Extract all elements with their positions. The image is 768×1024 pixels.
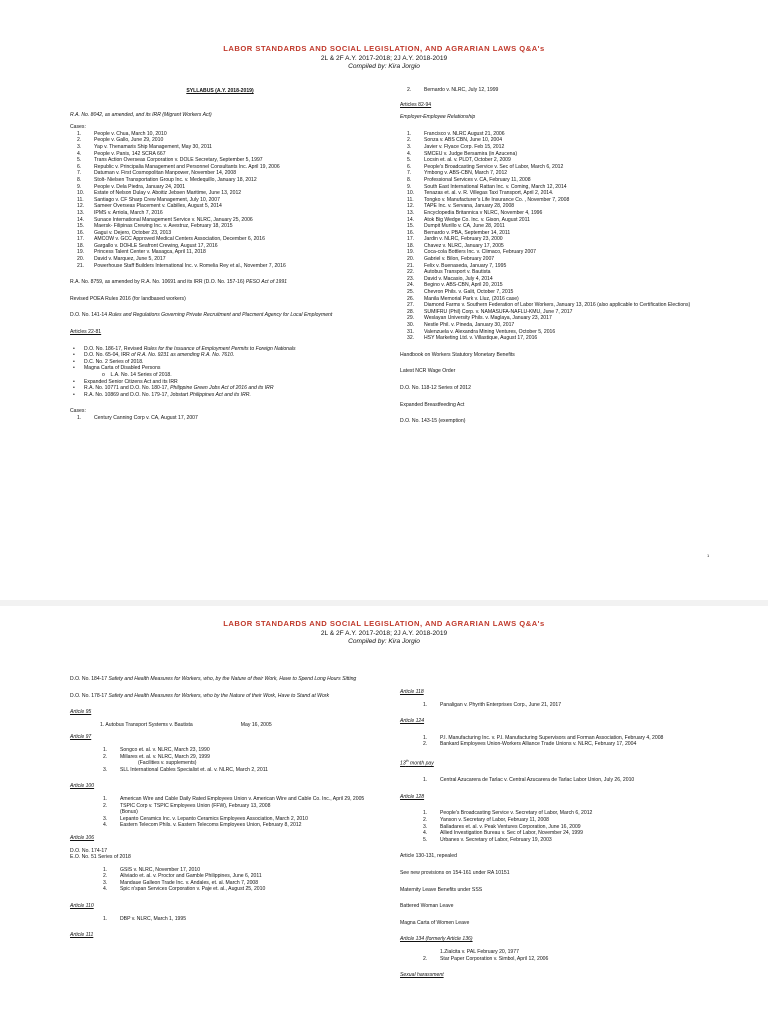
article-100-heading: Article 100: [70, 783, 95, 790]
page2-right-column: [400, 689, 720, 979]
page-header: [0, 619, 768, 645]
list-item: 1. Songco et. al. v. NLRC, March 23, 1990: [103, 746, 210, 753]
list-item: 4. Eastern Telecom Phils. v. Eastern Telecoms Employees Union, February 8, 2012: [103, 822, 302, 829]
list-item: 1. Century Canning Corp v. CA, August 17, 2007: [77, 414, 198, 421]
do-141-14-line: D.O. No. 141-14 Rules and Regulations Governing Private Recruitment and Placment Agency for Local Employment: [70, 312, 333, 319]
list-item: 20. David v. Marquez, June 5, 2017: [77, 256, 166, 263]
list-item: 26. Manila Memorial Park v. Lluz, (2016 case): [407, 295, 519, 302]
sexual-harassment-heading: Sexual harassment: [400, 972, 444, 979]
issuances-bullet-list-2: [70, 379, 370, 399]
compiler-line: Compiled by: Kira Jorgio: [348, 638, 420, 645]
list-item: 2. Yanson v. Secretary of Labor, February 11, 2008: [423, 817, 550, 824]
cases-label: Cases:: [70, 124, 86, 131]
article-134-heading: Article 134 (formerly Article 136): [400, 936, 473, 943]
list-item: 28. SUMIFRU (Phil) Corp. v. NAMASUFA-NAFLU-KMU, June 7, 2017: [407, 308, 573, 315]
list-item: 16. Gagui v. Dejero, October 23, 2013: [77, 229, 172, 236]
list-item: 18. Chavez v. NLRC, January 17, 2005: [407, 242, 504, 249]
list-item: 31. Valenzuela v. Alexandra Mining Ventures, October 5, 2016: [407, 328, 556, 335]
article-97-list: [70, 747, 370, 773]
handbook-line: Handbook on Workers Statutory Monetary Benefits: [400, 351, 515, 358]
list-item: 13. IPMS v. Arriola, March 7, 2016: [77, 209, 163, 216]
do-184-17-line: D.O. No. 184-17 Safety and Health Measures for Workers, who, by the Nature of their Work, Have to Spend Long Hours Sitting: [70, 676, 357, 682]
bullet-item: • D.C. No. 2 Series of 2018.: [73, 358, 144, 365]
list-item: 12. Sameer Overseas Placement v. Cabilles, August 5, 2014: [77, 203, 222, 210]
list-item: 1. People's Broadcasting Service v. Secretary of Labor, March 6, 2012: [423, 810, 593, 817]
list-item: 5. Trans Action Overseas Corporation v. DOLE Secretary, September 5, 1997: [77, 157, 263, 164]
article-100-list: [70, 796, 370, 829]
list-item: 14. Atok Big Wedge Co. Inc. v. Gison, August 2011: [407, 216, 530, 223]
list-item: 9. People v. Dela Piedra, January 24, 2001: [77, 183, 186, 190]
bullet-icon: •: [73, 345, 75, 352]
employer-employee-heading: Employer-Employee Relationship: [400, 114, 476, 121]
list-item: 1. P.I. Manufacturing Inc. v. P.I. Manufacturing Supervisors and Forman Association, February 4, 2008: [423, 734, 664, 741]
list-item: 2. Aliviado et. al. v. Proctor and Gamble Philippines, June 6, 2011: [103, 873, 262, 880]
list-item: 2. Star Paper Corporation v. Simbol, April 12, 2006: [423, 955, 549, 962]
bullet-icon: •: [73, 391, 75, 398]
list-item: 10. Tenazas et. al. v. R. Villegas Taxi Transport, April 2, 2014.: [407, 190, 554, 197]
document-page-2: [0, 606, 768, 1024]
do-143-15-line: D.O. No. 143-15 (exemption): [400, 418, 466, 425]
list-item: 3. Javier v. Flyace Corp. Feb 15, 2012: [407, 143, 505, 150]
list-item: 10. Estate of Nelson Dulay v. Aboitiz Jebsen Maritime, June 13, 2012: [77, 190, 242, 197]
list-item: 3. Yap v. Thenamaris Ship Management, May 30, 2011: [77, 143, 212, 150]
article-110-heading: Article 110: [70, 903, 94, 910]
list-item: 19. Princess Talent Center v. Masagca, April 11, 2018: [77, 249, 206, 256]
article-118-heading: Article 118: [400, 689, 424, 695]
list-item: 16. Bernardo v. PBA, September 14, 2011: [407, 229, 511, 236]
new-provisions-line: See new provisions on 154-161 under RA 10151: [400, 870, 510, 876]
article-124-heading: Article 124: [400, 718, 425, 725]
list-item: 1.Zialcita v. PAL February 20, 1977: [440, 948, 519, 955]
article-111-heading: Article 111: [70, 932, 94, 939]
bullet-item: • Expanded Senior Citizens Act and its IRR: [73, 378, 178, 385]
article-106-heading: Article 106: [70, 834, 95, 841]
continued-case-list: [400, 87, 715, 94]
do-118-12-line: D.O. No. 118-12 Series of 2012: [400, 384, 471, 391]
list-item: 15. Dumpit Murillo v. CA, June 28, 2011: [407, 223, 505, 230]
list-item: 1. Central Azucarera de Tarlac v. Central Azucarera de Tarlac Labor Union, July 26, 2010: [423, 777, 635, 784]
bullet-item: • Magna Carta of Disabled Persons: [73, 365, 161, 372]
eer-cases-list: [400, 131, 715, 342]
circle-bullet-icon: o: [102, 372, 111, 378]
list-item: 5. Urbanes v. Secretary of Labor, February 19, 2003: [423, 836, 552, 843]
thirteenth-month-pay-list: [400, 777, 720, 784]
thirteenth-month-pay-heading: 13th month pay: [400, 758, 434, 767]
do-174-17-line: D.O. No. 174-17: [70, 847, 108, 854]
article-134-list: [400, 949, 720, 962]
article-110-list: [70, 916, 370, 923]
list-item: 1. People v. Chua, March 10, 2010: [77, 130, 167, 137]
compiler-line: Compiled by: Kira Jorgio: [348, 63, 420, 70]
list-item: 14. Sunace International Management Service v. NLRC, January 25, 2006: [77, 216, 253, 223]
bullet-icon: •: [73, 358, 75, 365]
list-item: 27. Diamond Farms v. Southern Federation of Labor Workers, January 13, 2016 (also applicable to Certification Elections): [407, 302, 691, 309]
article-106-list: [70, 867, 370, 893]
ra-8759-line: R.A. No. 8759, as amended by R.A. No. 10691 and its IRR (D.O. No. 157-16) PESO Act of 1991: [70, 279, 287, 286]
document-subtitle: 2L & 2F A.Y. 2017-2018; 2J A.Y. 2018-2019: [320, 55, 448, 62]
list-item: 2. People v. Gallo, June 29, 2010: [77, 137, 164, 144]
list-item: 11. Santiago v. CF Sharp Crew Management, July 10, 2007: [77, 196, 220, 203]
maternity-leave-line: Maternity Leave Benefits under SSS: [400, 886, 483, 893]
articles-22-81-heading: Articles 22-81: [70, 329, 102, 336]
list-item: 1. American Wire and Cable Daily Rated Employees Union v. American Wire and Cable Co. Inc., April 29, 2005: [103, 795, 365, 802]
breastfeeding-act-line: Expanded Breastfeeding Act: [400, 401, 465, 408]
page1-left-column: [70, 87, 370, 422]
document-subtitle: 2L & 2F A.Y. 2017-2018; 2J A.Y. 2018-2019: [320, 630, 448, 637]
list-item: 29. Weslayan University Phils. v. Maglaya, January 23, 2017: [407, 315, 552, 322]
list-item: 4. People v. Panis, 142 SCRA 667: [77, 150, 166, 157]
battered-woman-leave-line: Battered Woman Leave: [400, 903, 454, 910]
bullet-icon: •: [73, 365, 75, 372]
article-95-heading: Article 95: [70, 709, 92, 716]
list-item: 11. Tongko v. Manufacturer's Life Insurance Co. , November 7, 2008: [407, 196, 570, 203]
cases-list-2: [70, 415, 370, 422]
list-item: 2. Sonza v. ABS CBN, June 10, 2004: [407, 137, 503, 144]
list-item: 4. Allied Investigation Bureau v. Sec of Labor, November 24, 1999: [423, 830, 583, 837]
article-128-list: [400, 810, 720, 843]
list-item: 3. Balladares et. al. v. Peak Ventures Corporation, June 16, 2009: [423, 823, 581, 830]
list-item: 22. Autobus Transport v. Bautista: [407, 269, 491, 276]
list-item: 19. Coca-cola Bottlers Inc. v. Climaco, February 2007: [407, 249, 537, 256]
list-item: 24. Begino v. ABS-CBN, April 20, 2015: [407, 282, 503, 289]
article-95-item: 1. Autobus Transport Systems v. Bautista May 16, 2005: [100, 721, 272, 728]
list-item: 2. Millares et. al. v. NLRC, March 29, 1999 (Facilities v. supplements): [103, 753, 210, 767]
document-title: LABOR STANDARDS AND SOCIAL LEGISLATION, AND AGRARIAN LAWS Q&A's: [223, 619, 545, 628]
article-97-heading: Article 97: [70, 734, 92, 741]
sub-bullet-item: o L.A. No. 14 Series of 2018.: [102, 372, 172, 378]
list-item: 4. SMCEU v. Judge Bersamira (in Azucena): [407, 150, 518, 157]
list-item: 3. Lepanto Ceramics Inc. v. Lepanto Ceramics Employees Association, March 2, 2010: [103, 815, 308, 822]
list-item: 21. Felix v. Buenaseda, January 7, 1995: [407, 262, 507, 269]
articles-82-94-heading: Articles 82-94: [400, 101, 432, 108]
bullet-item: • D.O. No. 186-17, Revised Rules for the Issuance of Employment Permits to Foreign Nationals: [73, 345, 296, 352]
list-item: 23. David v. Macasio, July 4, 2014: [407, 275, 493, 282]
bullet-icon: •: [73, 385, 75, 392]
list-item: 17. AMCOW v. GCC Approved Medical Centers Association, December 6, 2016: [77, 236, 265, 243]
list-item: 9. South East International Rattan Inc. v. Coming, March 12, 2014: [407, 183, 567, 190]
list-item: 18. Gargallo v. DOHLE Seafront Crewing, August 17, 2016: [77, 242, 218, 249]
syllabus-heading: SYLLABUS (A.Y. 2018-2019): [186, 88, 254, 94]
cases-label-2: Cases:: [70, 408, 86, 415]
list-item: 30. Nestle Phil. v. Pineda, January 30, 2017: [407, 322, 515, 328]
list-item: 25. Chevron Phils. v. Galit, October 7, 2015: [407, 289, 514, 296]
list-item: 8. Professional Services v. CA, February 11, 2008: [407, 176, 531, 183]
list-item: 7. Datuman v. First Cosmopolitan Manpower, November 14, 2008: [77, 170, 237, 177]
list-item: 8. Stolt- Nielsen Transportation Group Inc. v. Medequillo, January 18, 2012: [77, 176, 257, 183]
ncr-wage-order-line: Latest NCR Wage Order: [400, 368, 456, 375]
list-item: 2. Bernardo v. NLRC, July 12, 1999: [407, 87, 499, 93]
list-item: 15. Maersk- Filipinas Crewing Inc. v. Avestruz, February 18, 2015: [77, 223, 233, 230]
list-item: 1. GSIS v. NLRC, November 17, 2010: [103, 866, 201, 873]
list-item: 3. SLL International Cables Specialist et. al. v. NLRC, March 2, 2011: [103, 766, 268, 773]
page2-left-column: [70, 676, 370, 939]
magna-carta-women-line: Magna Carta of Women Leave: [400, 919, 470, 926]
ra-8042-heading: R.A. No. 8042, as amended, and its IRR (Migrant Workers Act): [70, 111, 212, 118]
bullet-icon: •: [73, 378, 75, 385]
list-item: 13. Encyclopedia Britannica v NLRC, November 4, 1996: [407, 209, 543, 216]
article-124-list: [400, 735, 720, 748]
list-item: 7. Ymbong v. ABS-CBN, March 7, 2012: [407, 170, 508, 177]
list-item: 6. People's Broadcasting Service v. Sec of Labor, March 6, 2012: [407, 163, 564, 170]
page-header: [0, 44, 768, 70]
document-title: LABOR STANDARDS AND SOCIAL LEGISLATION, AND AGRARIAN LAWS Q&A's: [223, 44, 545, 53]
page-number: 1: [707, 553, 710, 558]
list-item: 1. DBP v. NLRC, March 1, 1995: [103, 915, 187, 922]
list-item: 5. Locsin et. al. v. PLDT, October 2, 2009: [407, 157, 511, 164]
list-item: 32. HSY Marketing Ltd. v. Villastique, August 17, 2016: [407, 335, 538, 342]
bullet-icon: •: [73, 352, 75, 359]
page1-right-column: [400, 87, 715, 425]
list-item: (Bonus): [120, 809, 138, 816]
article-130-131-line: Article 130-131, repealed: [400, 853, 457, 860]
list-item: 1. Panaligan v. Phyrith Enterprises Corp., June 21, 2017: [423, 701, 562, 708]
list-item: 3. Mandaue Galleon Trade Inc. v. Andales, et. al. March 7, 2008: [103, 879, 259, 886]
article-118-list: [400, 702, 720, 709]
poea-rules-line: Revised POEA Rules 2016 (for landbased workers): [70, 295, 186, 302]
list-item: 12. TAPE Inc. v. Servana, January 28, 2008: [407, 203, 515, 210]
bullet-item: • R.A. No. 10771 and D.O. No. 180-17, Philippine Green Jobs Act of 2016 and its IRR: [73, 385, 274, 392]
bullet-item: • R.A. No. 10869 and D.O. No. 179-17, Jobstart Philippines Act and its IRR.: [73, 391, 251, 398]
list-item: 20. Gabriel v. Bilon, February 2007: [407, 256, 495, 263]
issuances-bullet-list: [70, 346, 370, 372]
list-item: 2. TSPIC Corp v. TSPIC Employees Union (FFW), February 13, 2008: [103, 802, 271, 809]
do-178-17-line: D.O. No. 178-17 Safety and Health Measures for Workers, who by the Nature of their Work, Have to Stand at Work: [70, 692, 330, 699]
list-item: 6. Republic v. Principalia Management and Personnel Consultants Inc. April 19, 2006: [77, 163, 280, 170]
cases-list: [70, 131, 370, 269]
list-item: 2. Bankard Employees Union-Workers Alliance Trade Unions v. NLRC, February 17, 2004: [423, 741, 637, 748]
list-item: 17. Jardin v. NLRC, February 23, 2000: [407, 236, 503, 243]
eo-51-line: E.O. No. 51 Series of 2018: [70, 854, 131, 861]
list-item: 21. Powerhouse Staff Builders International Inc. v. Romelia Rey et al., November 7, 2016: [77, 262, 286, 269]
bullet-item: • D.O. No. 65-04, IRR of R.A. No. 9231 as amending R.A. No. 7610.: [73, 352, 235, 359]
list-item: 1. Francisco v. NLRC August 21, 2006: [407, 130, 505, 137]
list-item: 4. Spic n'span Services Corporation v. Paje et. al., August 25, 2010: [103, 886, 266, 893]
article-128-heading: Article 128: [400, 793, 425, 800]
